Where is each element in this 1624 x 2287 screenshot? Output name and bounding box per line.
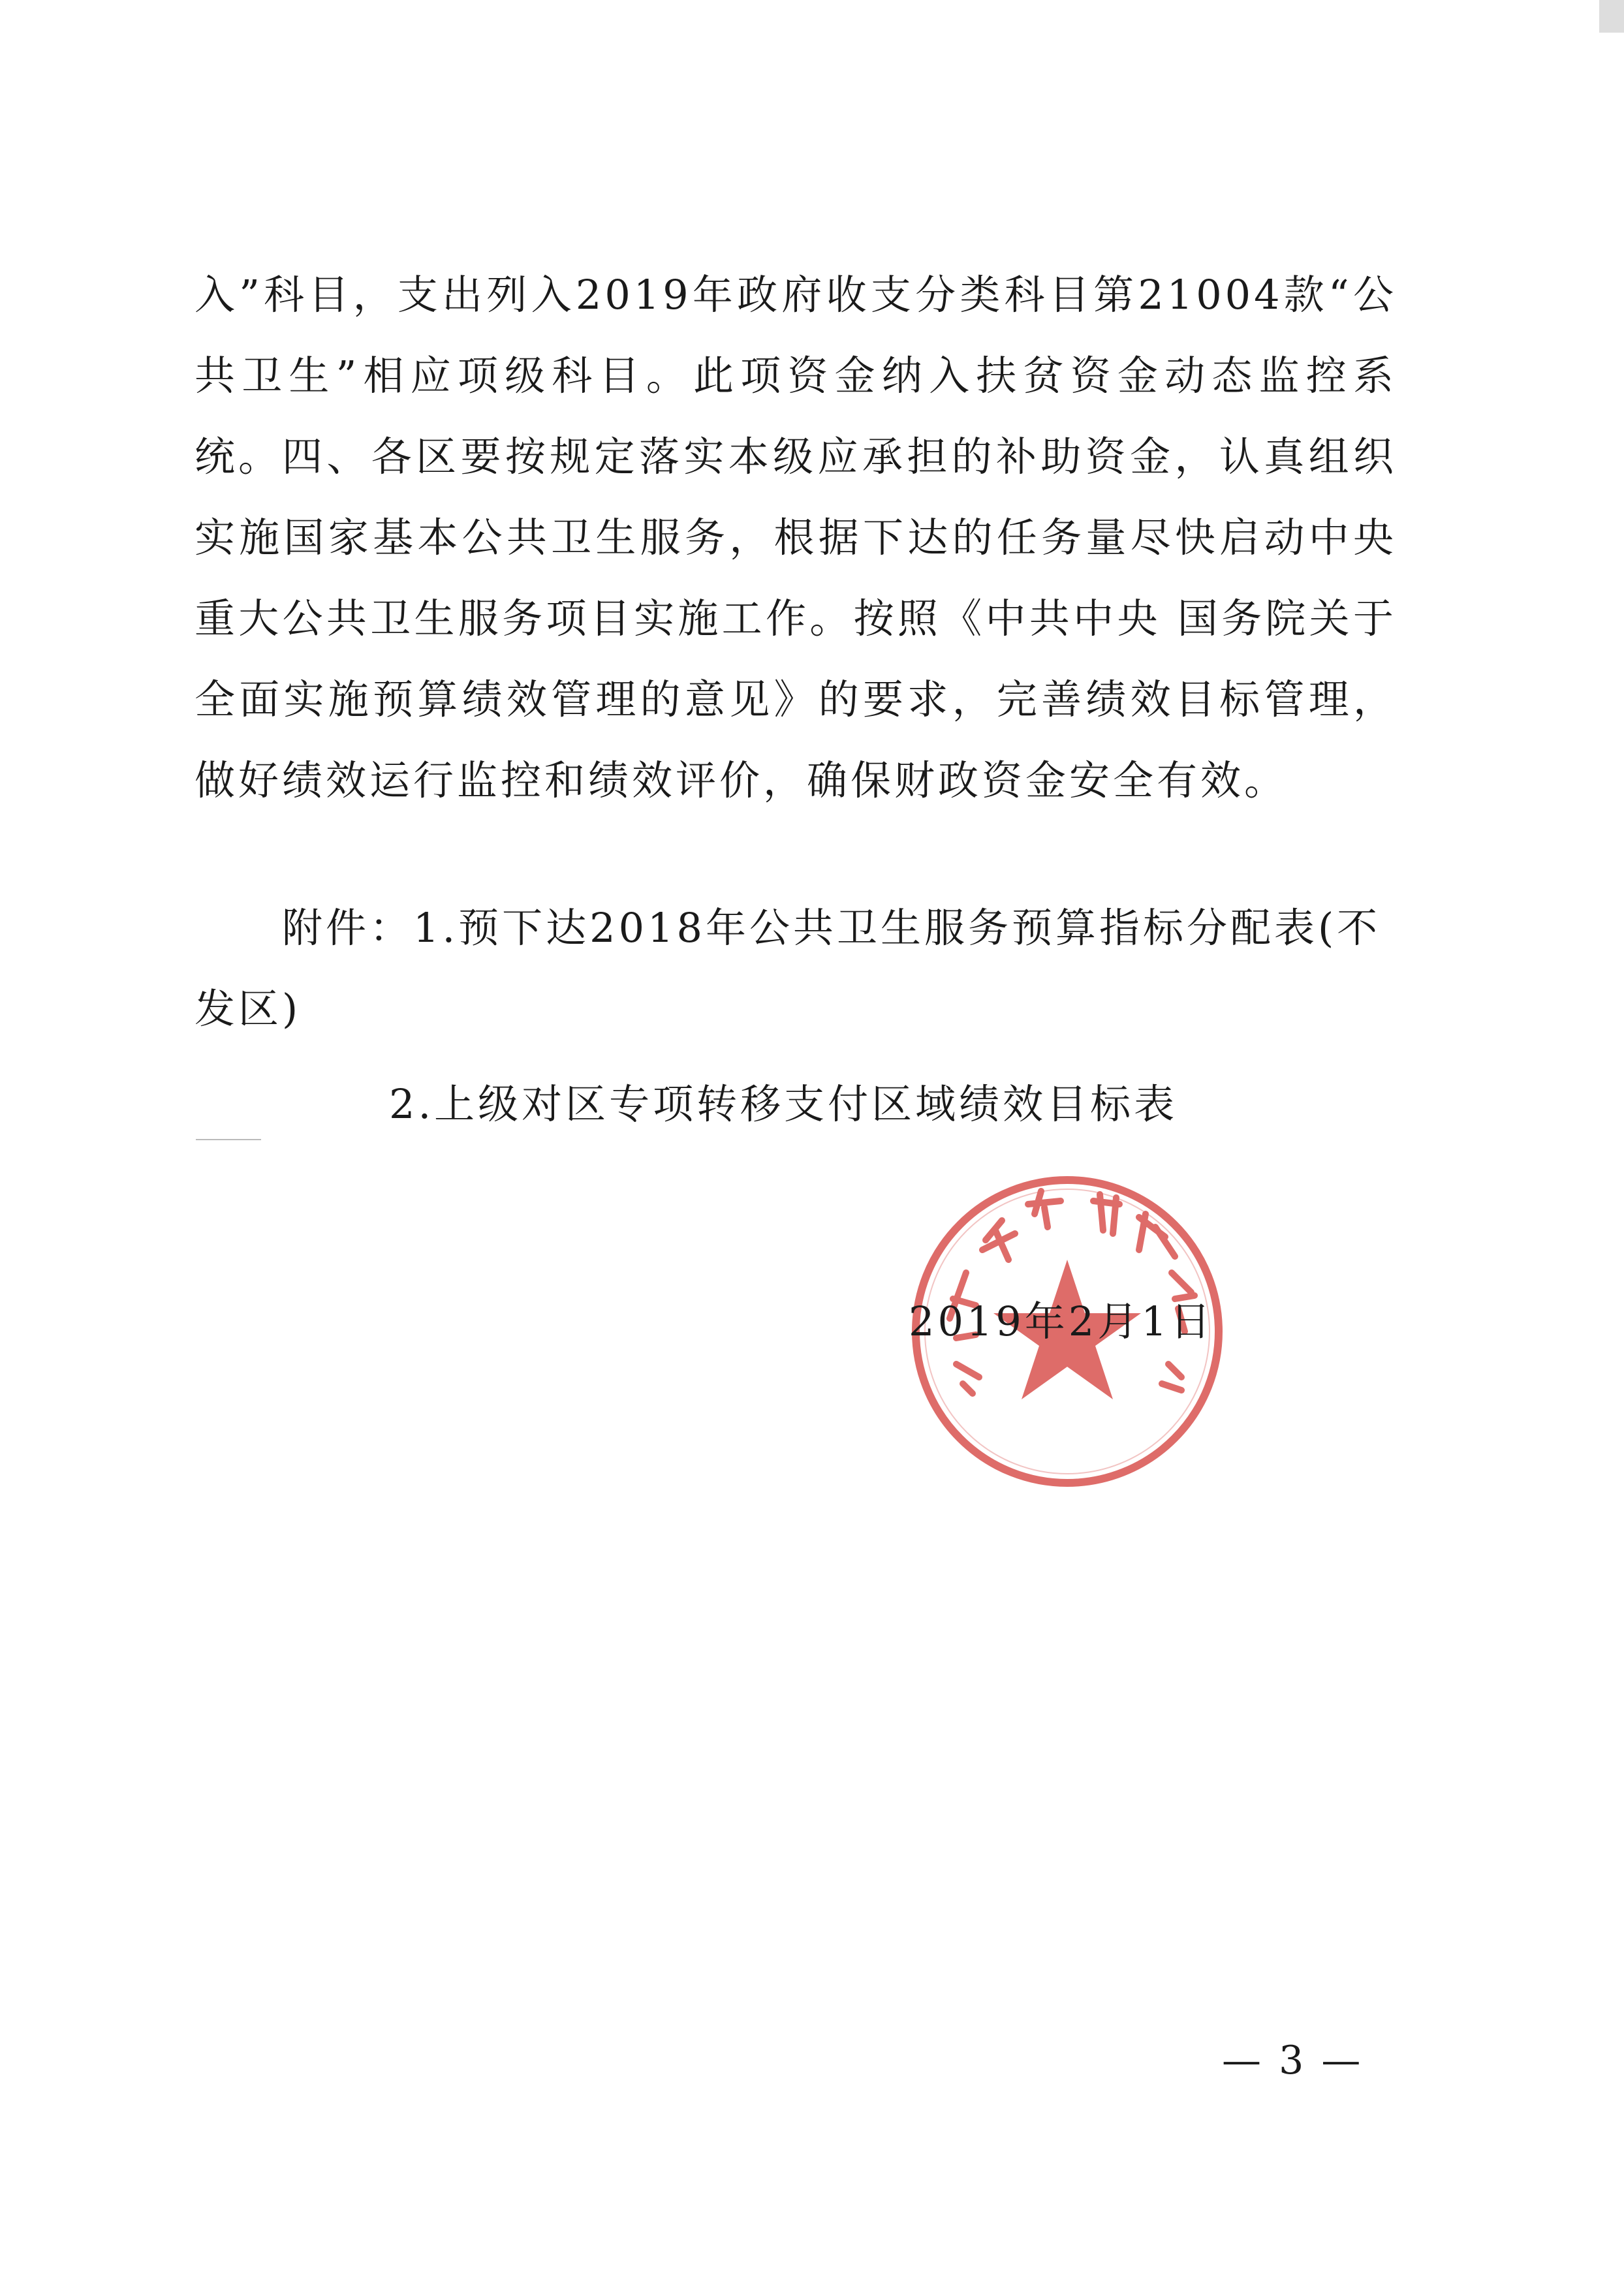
- scan-mark: [196, 1139, 261, 1140]
- paragraph-district-requirements: [195, 416, 1397, 821]
- scan-corner-shadow: [1599, 0, 1624, 33]
- page-number: — 3 —: [1222, 2038, 1364, 2083]
- attachments-list: [195, 888, 1397, 1145]
- attachment-item-1: 附件：1.预下达2018年公共卫生服务预算指标分配表(不发区): [195, 904, 1381, 1033]
- paragraph-text: 四、各区要按规定落实本级应承担的补助资金，认真组织实施国家基本公共卫生服务，根据下达的任务量尽快启动中央重大公共卫生服务项目实施工作。按照《中共中央 国务院关于全面实施预算绩效管理的意见》的要求，完善绩效目标管理，做好绩效运行监控和绩效评价，确保财政资金安全有效。: [195, 433, 1397, 804]
- issue-date: 2019年2月1日: [909, 1298, 1214, 1345]
- paragraph-text: 入”科目，支出列入2019年政府收支分类科目第21004款“公共卫生”相应项级科目。此项资金纳入扶贫资金动态监控系统。: [195, 271, 1397, 480]
- attachment-item-2: 2.上级对区专项转移支付区域绩效目标表: [389, 1080, 1178, 1128]
